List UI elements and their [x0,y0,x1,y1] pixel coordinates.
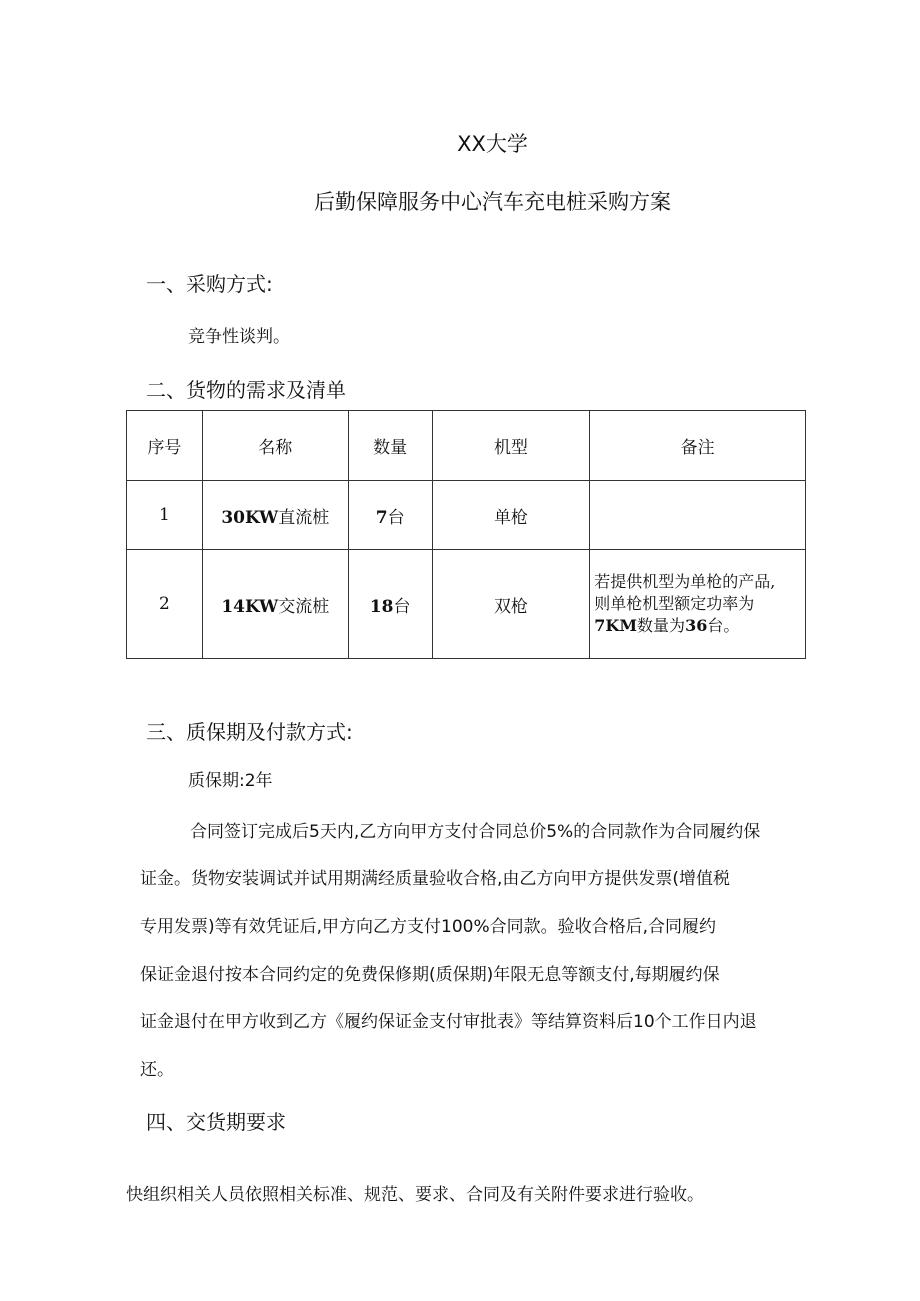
row1-model: 单枪 [432,481,590,550]
section3-heading: 三、质保期及付款方式: [146,720,353,744]
table-row [127,550,806,659]
row2-name-num: 14KW [221,596,279,617]
header-remark: 备注 [590,411,806,481]
row2-remark-line2: 则单枪机型额定功率为 [594,594,755,613]
row2-name [202,550,348,659]
section1-content: 竞争性谈判。 [188,327,290,347]
row1-name-num: 30KW [221,507,279,528]
row2-remark-mid: 数量为 [637,616,686,635]
section4-heading: 四、交货期要求 [146,1110,286,1134]
row2-no: 2 [127,550,203,659]
table-row [127,481,806,550]
row1-qty [348,481,432,550]
row2-qty-num: 18 [369,596,394,617]
row2-qty-unit: 台 [393,596,411,617]
row2-qty [348,550,432,659]
doc-title-line1: XX大学 [457,132,528,156]
payment-line-2: 证金。货物安装调试并试用期满经质量验收合格,由乙方向甲方提供发票(增值税 [140,869,731,889]
row1-qty-num: 7 [375,507,388,528]
header-model: 机型 [432,411,590,481]
row2-remark-power: 7KM [594,616,638,635]
doc-title-line2: 后勤保障服务中心汽车充电桩采购方案 [314,190,671,214]
header-no: 序号 [127,411,203,481]
warranty-text: 质保期:2年 [188,771,273,791]
payment-line-3: 专用发票)等有效凭证后,甲方向乙方支付100%合同款。验收合格后,合同履约 [140,917,717,937]
section4-content: 快组织相关人员依照相关标准、规范、要求、合同及有关附件要求进行验收。 [126,1185,704,1205]
row1-qty-unit: 台 [387,507,405,528]
payment-line-4: 保证金退付按本合同约定的免费保修期(质保期)年限无息等额支付,每期履约保 [140,965,720,985]
goods-table [126,410,806,659]
payment-line-5: 证金退付在甲方收到乙方《履约保证金支付审批表》等结算资料后10个工作日内退 [140,1012,757,1032]
row2-remark-count: 36 [685,616,708,635]
row2-remark [590,550,806,659]
section2-heading: 二、货物的需求及清单 [146,378,346,402]
row1-name-text: 直流桩 [278,507,330,528]
row2-remark-line1: 若提供机型为单枪的产品, [594,572,776,591]
header-qty: 数量 [348,411,432,481]
header-name: 名称 [202,411,348,481]
row2-remark-line3 [594,615,805,637]
payment-line-1: 合同签订完成后5天内,乙方向甲方支付合同总价5%的合同款作为合同履约保 [190,822,761,842]
row2-name-text: 交流桩 [278,596,330,617]
row1-name [202,481,348,550]
table-header-row [127,411,806,481]
payment-line-6: 还。 [140,1060,174,1080]
row1-remark [590,481,806,550]
row1-no: 1 [127,481,203,550]
section1-heading: 一、采购方式: [146,272,273,296]
row2-model: 双枪 [432,550,590,659]
row2-remark-end: 台。 [707,616,740,635]
